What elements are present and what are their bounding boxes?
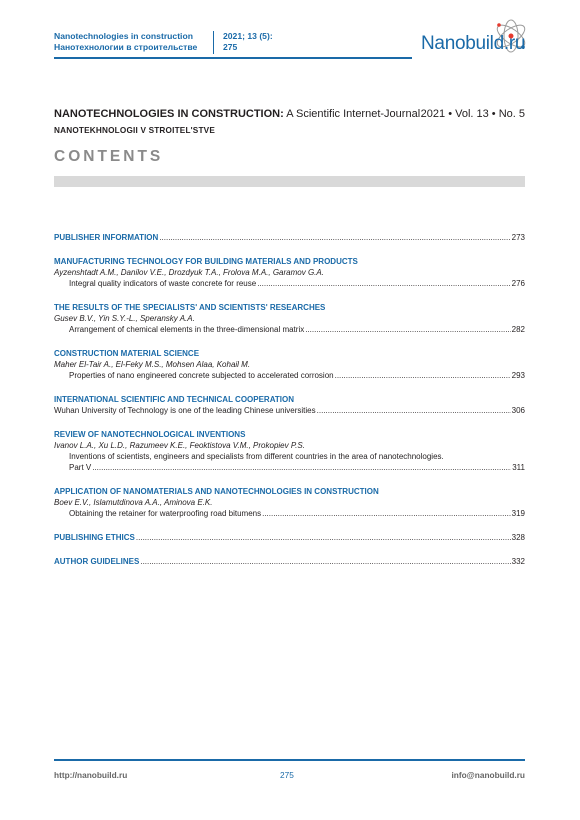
toc-section-title[interactable]: PUBLISHER INFORMATION: [54, 233, 159, 242]
running-head-title-en: Nanotechnologies in construction: [54, 31, 193, 41]
toc-entry-researches[interactable]: [54, 302, 525, 335]
toc-entry-cooperation[interactable]: [54, 394, 525, 416]
toc-article-title[interactable]: Integral quality indicators of waste concrete for reuse: [69, 279, 257, 288]
toc-entry-inventions[interactable]: [54, 429, 525, 473]
toc-authors: Boev E.V., Islamutdinova A.A., Aminova E.K.: [54, 498, 213, 507]
table-of-contents: [54, 232, 525, 567]
toc-section-title[interactable]: CONSTRUCTION MATERIAL SCIENCE: [54, 349, 200, 358]
issue-label: 2021; 13 (5):: [223, 31, 273, 41]
header-separator: [213, 31, 214, 54]
toc-authors: Ivanov L.A., Xu L.D., Razumeev K.E., Feoktistova V.M., Prokopiev P.S.: [54, 441, 305, 450]
journal-transliteration: NANOTEKHNOLOGII V STROITEL'STVE: [54, 126, 215, 135]
toc-article-title[interactable]: Wuhan University of Technology is one of the leading Chinese universities: [54, 406, 316, 415]
footer-page-number: 275: [280, 770, 294, 780]
logo-wordmark: Nanobuild.ru: [421, 33, 526, 54]
toc-entry-manufacturing[interactable]: [54, 256, 525, 289]
toc-entry-material-science[interactable]: [54, 348, 525, 381]
toc-entry-publishing-ethics[interactable]: [54, 532, 525, 543]
toc-article-title[interactable]: Inventions of scientists, engineers and specialists from different countries in the area of nanotechnologies.: [69, 452, 444, 461]
journal-descriptor: A Scientific Internet-Journal: [283, 108, 421, 120]
toc-page-number: 332: [511, 557, 525, 566]
journal-title: [54, 108, 420, 120]
toc-entry-application[interactable]: [54, 486, 525, 519]
toc-page-number: 319: [511, 509, 525, 518]
toc-section-title[interactable]: AUTHOR GUIDELINES: [54, 557, 140, 566]
running-head-titles: [54, 31, 197, 53]
toc-section-title[interactable]: REVIEW OF NANOTECHNOLOGICAL INVENTIONS: [54, 430, 246, 439]
gray-divider-bar: [54, 176, 525, 187]
toc-section-title[interactable]: MANUFACTURING TECHNOLOGY FOR BUILDING MATERIALS AND PRODUCTS: [54, 257, 358, 266]
toc-page-number: 276: [511, 279, 525, 288]
toc-section-title[interactable]: THE RESULTS OF THE SPECIALISTS' AND SCIENTISTS' RESEARCHES: [54, 303, 326, 312]
toc-authors: Ayzenshtadt A.M., Danilov V.E., Drozdyuk T.A., Frolova M.A., Garamov G.A.: [54, 268, 324, 277]
running-head-issue: [223, 31, 273, 53]
toc-section-title[interactable]: PUBLISHING ETHICS: [54, 533, 135, 542]
footer-rule: [54, 759, 525, 761]
journal-volume: 2021 • Vol. 13 • No. 5: [420, 108, 525, 120]
issue-pages: 275: [223, 42, 238, 52]
toc-page-number: 311: [512, 463, 525, 472]
contents-heading: CONTENTS: [54, 148, 164, 165]
toc-article-title[interactable]: Arrangement of chemical elements in the three-dimensional matrix: [69, 325, 305, 334]
toc-page-number: 328: [511, 533, 525, 542]
toc-section-title[interactable]: APPLICATION OF NANOMATERIALS AND NANOTECHNOLOGIES IN CONSTRUCTION: [54, 487, 379, 496]
toc-page-number: 293: [511, 371, 525, 380]
footer-website-link[interactable]: http://nanobuild.ru: [54, 770, 128, 780]
toc-entry-author-guidelines[interactable]: [54, 556, 525, 567]
journal-name: NANOTECHNOLOGIES IN CONSTRUCTION:: [54, 108, 284, 120]
header-rule: [54, 57, 412, 59]
toc-authors: Maher El-Tair A., El-Feky M.S., Mohsen Alaa, Kohail M.: [54, 360, 251, 369]
toc-page-number: 306: [511, 406, 525, 415]
toc-article-title-continued[interactable]: Part V: [69, 463, 92, 472]
running-head-title-ru: Нанотехнологии в строительстве: [54, 42, 198, 52]
toc-authors: Gusev B.V., Yin S.Y.-L., Speransky A.A.: [54, 314, 195, 323]
toc-entry-publisher-information[interactable]: [54, 232, 525, 243]
toc-article-title[interactable]: Obtaining the retainer for waterproofing road bitumens: [69, 509, 262, 518]
toc-page-number: 273: [511, 233, 525, 242]
footer-email-link[interactable]: info@nanobuild.ru: [451, 770, 525, 780]
toc-article-title[interactable]: Properties of nano engineered concrete subjected to accelerated corrosion: [69, 371, 334, 380]
toc-page-number: 282: [511, 325, 525, 334]
toc-section-title[interactable]: INTERNATIONAL SCIENTIFIC AND TECHNICAL COOPERATION: [54, 395, 294, 404]
